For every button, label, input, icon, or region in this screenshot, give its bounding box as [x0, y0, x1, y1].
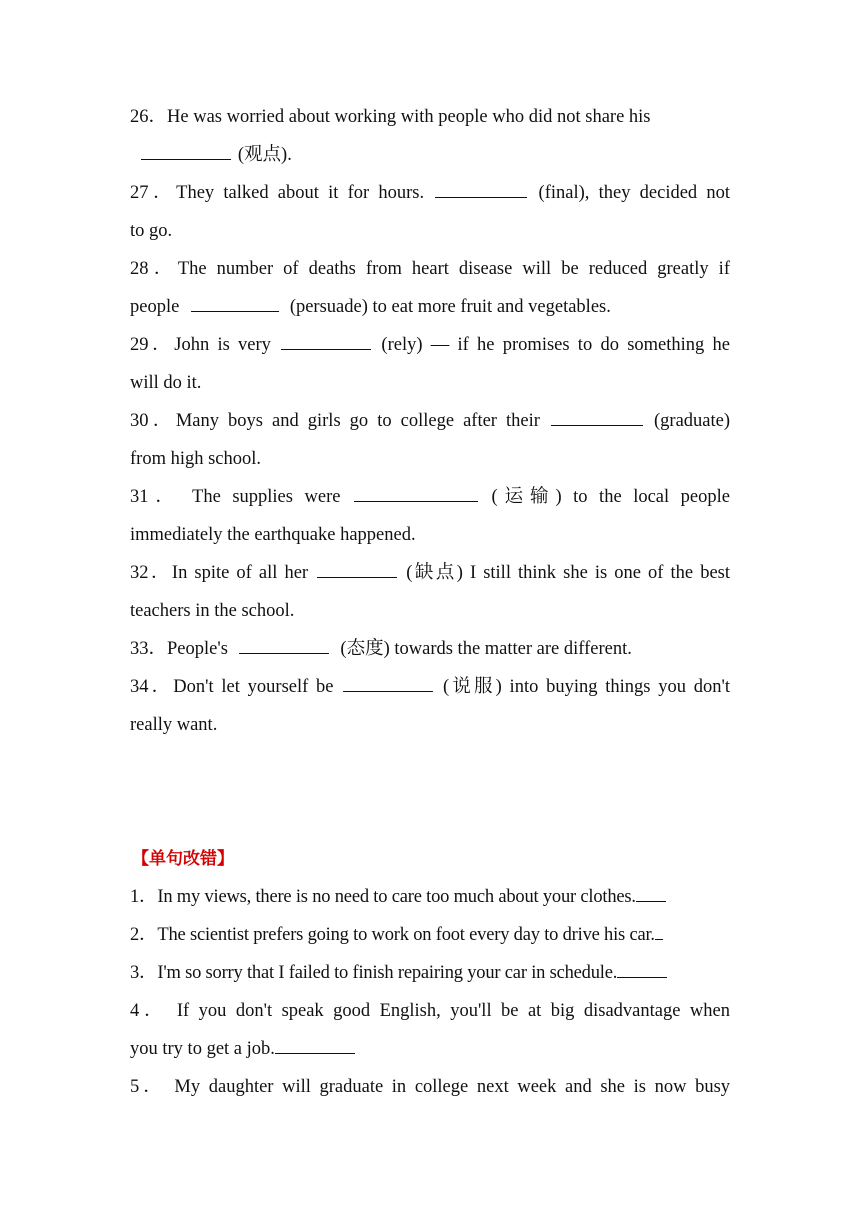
question-text: Don't let yourself be	[173, 677, 334, 697]
question-text: Many boys and girls go to college after their	[175, 411, 540, 431]
question-number: 34．	[130, 677, 174, 697]
correction-2	[130, 916, 730, 954]
question-text: My daughter will graduate in college next week and she is now busy	[174, 1077, 731, 1097]
question-text: will do it.	[130, 373, 202, 393]
question-31	[130, 478, 730, 516]
question-number: 1．	[130, 887, 158, 907]
answer-blank[interactable]	[275, 1035, 355, 1054]
question-text: In spite of all her	[171, 563, 309, 583]
question-text: teachers in the school.	[130, 601, 295, 621]
question-number: 32．	[130, 563, 172, 583]
question-number: 33．	[130, 639, 168, 659]
question-number: 31．	[130, 487, 181, 507]
question-text: If you don't speak good English, you'll be at big disadvantage when	[176, 1001, 730, 1021]
spacer	[130, 820, 730, 840]
question-text: The number of deaths from heart disease will be reduced greatly if	[177, 259, 730, 279]
question-number: 3．	[130, 963, 158, 983]
answer-blank[interactable]	[343, 673, 433, 692]
question-hint: (rely) — if he promises to do something he	[381, 335, 730, 355]
question-number: 5．	[130, 1077, 166, 1097]
question-31-cont	[130, 516, 730, 554]
answer-blank[interactable]	[281, 331, 371, 350]
question-28	[130, 250, 730, 288]
spacer	[130, 782, 730, 820]
answer-blank[interactable]	[354, 483, 478, 502]
question-text: John is very	[174, 335, 271, 355]
question-34	[130, 668, 730, 706]
question-hint: (persuade) to eat more fruit and vegetables.	[289, 297, 611, 317]
question-33	[130, 630, 730, 668]
question-hint: (运输) to the local people	[491, 487, 730, 507]
question-34-cont	[130, 706, 730, 744]
question-27-cont	[130, 212, 730, 250]
question-text: People's	[167, 639, 228, 659]
question-text: really want.	[130, 715, 218, 735]
question-27	[130, 174, 730, 212]
question-number: 30．	[130, 411, 176, 431]
worksheet-page	[130, 98, 730, 1106]
question-text: people	[130, 297, 180, 317]
answer-blank[interactable]	[141, 141, 231, 160]
correction-4-cont	[130, 1030, 730, 1068]
question-number: 26．	[130, 107, 168, 127]
question-26-cont	[130, 136, 730, 174]
question-30	[130, 402, 730, 440]
question-number: 4．	[130, 1001, 168, 1021]
question-text: The scientist prefers going to work on foot every day to drive his car.	[157, 925, 655, 945]
question-hint: (说服) into buying things you don't	[443, 677, 730, 697]
question-number: 27．	[130, 183, 177, 203]
question-number: 2．	[130, 925, 158, 945]
question-hint: (观点).	[237, 145, 292, 165]
question-26	[130, 98, 730, 136]
question-29-cont	[130, 364, 730, 402]
question-text: immediately the earthquake happened.	[130, 525, 416, 545]
answer-blank[interactable]	[239, 635, 329, 654]
answer-blank[interactable]	[551, 407, 643, 426]
correction-4	[130, 992, 730, 1030]
question-text: you try to get a job.	[130, 1039, 275, 1059]
answer-blank[interactable]	[655, 921, 663, 940]
answer-blank[interactable]	[435, 179, 527, 198]
question-text: to go.	[130, 221, 173, 241]
answer-blank[interactable]	[191, 293, 279, 312]
question-28-cont	[130, 288, 730, 326]
question-text: from high school.	[130, 449, 262, 469]
question-text: I'm so sorry that I failed to finish repairing your car in schedule.	[157, 963, 618, 983]
question-hint: (final), they decided not	[538, 183, 731, 203]
question-number: 28．	[130, 259, 178, 279]
question-text: The supplies were	[192, 487, 341, 507]
question-text: He was worried about working with people who did not share his	[167, 107, 651, 127]
question-hint: (态度) towards the matter are different.	[340, 639, 632, 659]
question-number: 29．	[130, 335, 175, 355]
question-29	[130, 326, 730, 364]
question-text: They talked about it for hours.	[176, 183, 425, 203]
answer-blank[interactable]	[617, 959, 667, 978]
question-32	[130, 554, 730, 592]
question-30-cont	[130, 440, 730, 478]
question-hint: (graduate)	[654, 411, 731, 431]
spacer	[130, 744, 730, 782]
question-32-cont	[130, 592, 730, 630]
section-heading: 【单句改错】	[132, 849, 234, 869]
answer-blank[interactable]	[317, 559, 397, 578]
correction-3	[130, 954, 730, 992]
answer-blank[interactable]	[636, 883, 666, 902]
correction-5	[130, 1068, 730, 1106]
question-hint: (缺点) I still think she is one of the best	[406, 563, 731, 583]
question-text: In my views, there is no need to care too much about your clothes.	[157, 887, 636, 907]
correction-1	[130, 878, 730, 916]
